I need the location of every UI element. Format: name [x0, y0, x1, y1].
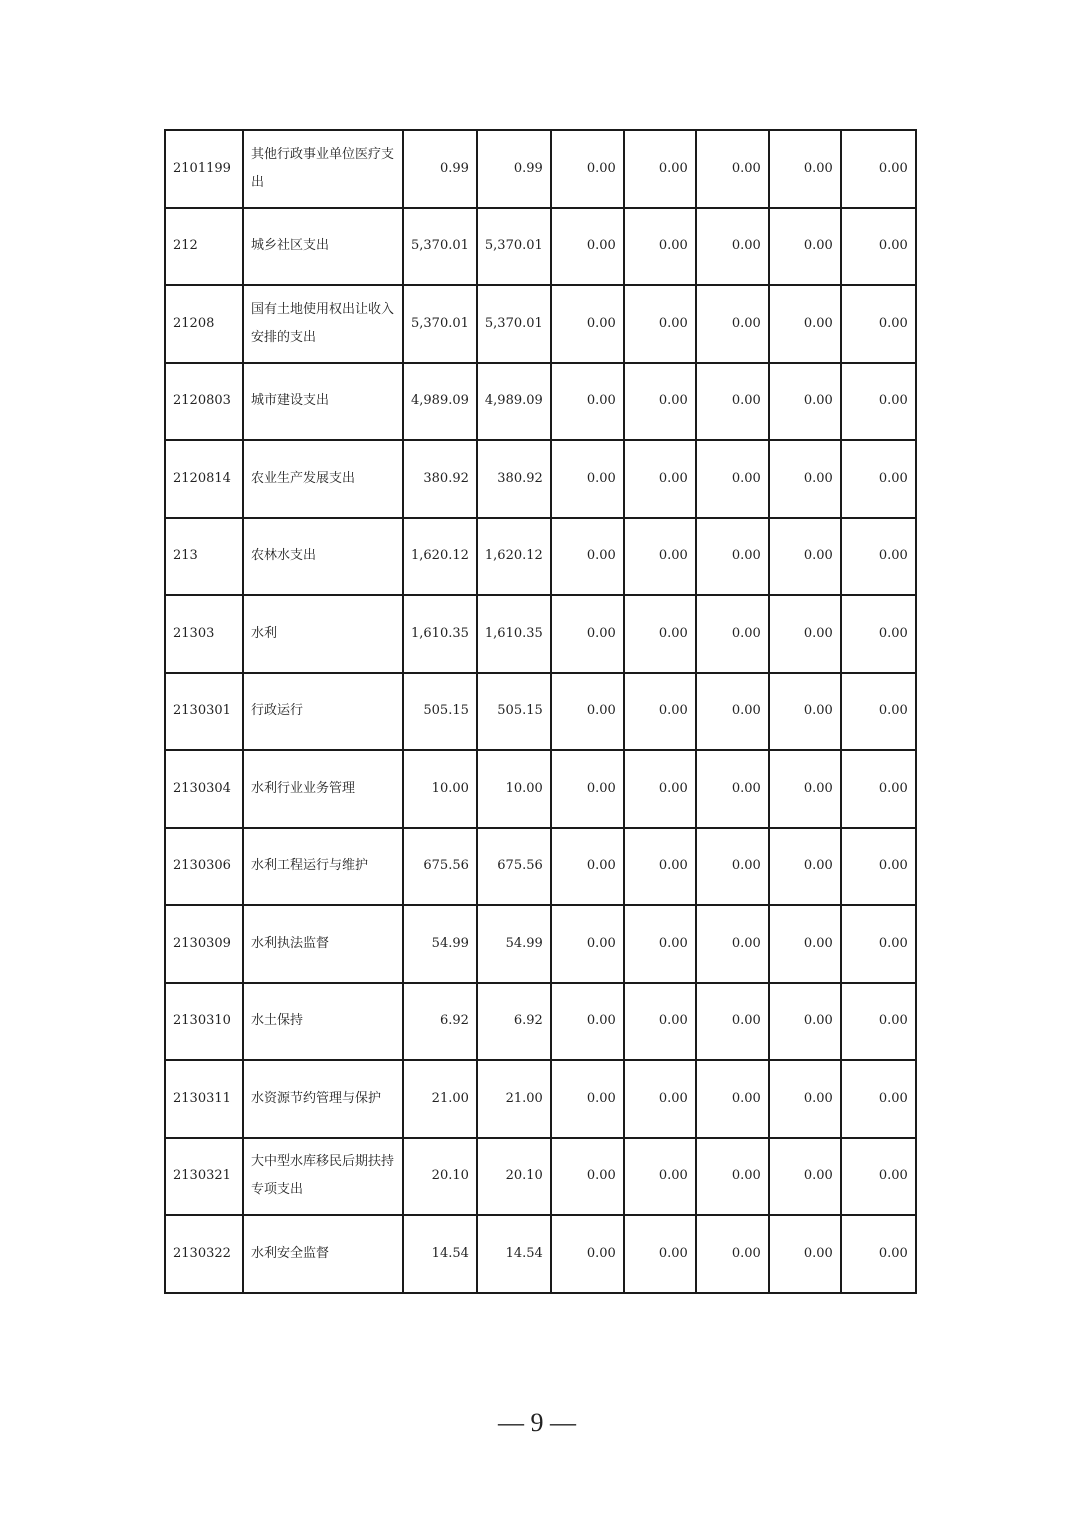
subject-code: 21303 [165, 595, 243, 673]
amount-cell: 0.00 [769, 673, 841, 751]
amount-cell: 6.92 [403, 983, 477, 1061]
amount-cell: 0.00 [841, 1060, 916, 1138]
amount-cell: 0.00 [696, 750, 769, 828]
amount-cell: 0.00 [841, 595, 916, 673]
subject-code: 2120803 [165, 363, 243, 441]
amount-cell: 0.00 [624, 363, 696, 441]
amount-cell: 0.00 [841, 673, 916, 751]
subject-name: 水土保持 [243, 983, 403, 1061]
amount-cell: 5,370.01 [477, 208, 551, 286]
amount-cell: 0.00 [841, 905, 916, 983]
amount-cell: 21.00 [477, 1060, 551, 1138]
amount-cell: 0.00 [769, 983, 841, 1061]
subject-code: 2130301 [165, 673, 243, 751]
amount-cell: 380.92 [403, 440, 477, 518]
amount-cell: 0.00 [841, 130, 916, 208]
table-row [165, 130, 916, 208]
amount-cell: 5,370.01 [403, 208, 477, 286]
amount-cell: 0.00 [551, 208, 624, 286]
subject-name: 行政运行 [243, 673, 403, 751]
table-row [165, 1060, 916, 1138]
amount-cell: 0.00 [551, 1215, 624, 1293]
amount-cell: 20.10 [477, 1138, 551, 1216]
amount-cell: 0.00 [624, 1215, 696, 1293]
amount-cell: 0.00 [696, 363, 769, 441]
amount-cell: 0.00 [551, 1060, 624, 1138]
amount-cell: 5,370.01 [477, 285, 551, 363]
amount-cell: 675.56 [403, 828, 477, 906]
amount-cell: 10.00 [477, 750, 551, 828]
table-row [165, 828, 916, 906]
subject-name: 水利行业业务管理 [243, 750, 403, 828]
subject-name: 农业生产发展支出 [243, 440, 403, 518]
subject-code: 213 [165, 518, 243, 596]
amount-cell: 0.00 [551, 828, 624, 906]
amount-cell: 0.00 [551, 595, 624, 673]
amount-cell: 1,610.35 [477, 595, 551, 673]
table-body [165, 130, 916, 1293]
amount-cell: 0.00 [841, 828, 916, 906]
amount-cell: 0.00 [769, 130, 841, 208]
amount-cell: 0.00 [551, 905, 624, 983]
subject-name: 水利执法监督 [243, 905, 403, 983]
table-row [165, 983, 916, 1061]
subject-name: 水利工程运行与维护 [243, 828, 403, 906]
amount-cell: 0.00 [551, 130, 624, 208]
page-number: — 9 — [498, 1408, 576, 1437]
amount-cell: 0.00 [696, 440, 769, 518]
amount-cell: 0.00 [696, 1215, 769, 1293]
amount-cell: 54.99 [403, 905, 477, 983]
amount-cell: 0.00 [696, 1060, 769, 1138]
amount-cell: 0.00 [624, 983, 696, 1061]
amount-cell: 0.00 [624, 673, 696, 751]
subject-name: 水利安全监督 [243, 1215, 403, 1293]
amount-cell: 0.00 [769, 440, 841, 518]
amount-cell: 0.00 [696, 905, 769, 983]
amount-cell: 6.92 [477, 983, 551, 1061]
amount-cell: 0.00 [551, 285, 624, 363]
amount-cell: 0.00 [769, 285, 841, 363]
amount-cell: 0.00 [769, 828, 841, 906]
amount-cell: 0.99 [477, 130, 551, 208]
amount-cell: 14.54 [403, 1215, 477, 1293]
amount-cell: 0.00 [696, 828, 769, 906]
amount-cell: 380.92 [477, 440, 551, 518]
amount-cell: 0.00 [769, 1215, 841, 1293]
amount-cell: 0.00 [841, 208, 916, 286]
amount-cell: 0.00 [624, 518, 696, 596]
amount-cell: 10.00 [403, 750, 477, 828]
amount-cell: 0.00 [696, 130, 769, 208]
amount-cell: 0.00 [841, 518, 916, 596]
amount-cell: 0.00 [624, 285, 696, 363]
amount-cell: 0.00 [624, 750, 696, 828]
subject-code: 2130309 [165, 905, 243, 983]
table-row [165, 208, 916, 286]
amount-cell: 4,989.09 [403, 363, 477, 441]
amount-cell: 0.00 [769, 363, 841, 441]
subject-name: 大中型水库移民后期扶持专项支出 [243, 1138, 403, 1216]
table-row [165, 518, 916, 596]
amount-cell: 0.00 [624, 828, 696, 906]
amount-cell: 0.00 [696, 1138, 769, 1216]
amount-cell: 0.00 [624, 595, 696, 673]
amount-cell: 0.00 [624, 208, 696, 286]
amount-cell: 0.00 [624, 1138, 696, 1216]
amount-cell: 0.00 [624, 905, 696, 983]
amount-cell: 0.00 [769, 905, 841, 983]
subject-name: 其他行政事业单位医疗支出 [243, 130, 403, 208]
amount-cell: 0.00 [769, 595, 841, 673]
subject-code: 2130306 [165, 828, 243, 906]
amount-cell: 0.00 [769, 1060, 841, 1138]
amount-cell: 0.00 [769, 750, 841, 828]
subject-code: 2130322 [165, 1215, 243, 1293]
amount-cell: 0.00 [551, 673, 624, 751]
table-row [165, 1215, 916, 1293]
subject-code: 2130304 [165, 750, 243, 828]
amount-cell: 0.00 [624, 440, 696, 518]
amount-cell: 0.00 [769, 1138, 841, 1216]
amount-cell: 0.00 [624, 1060, 696, 1138]
amount-cell: 0.00 [769, 518, 841, 596]
amount-cell: 0.00 [551, 750, 624, 828]
amount-cell: 505.15 [403, 673, 477, 751]
amount-cell: 1,620.12 [477, 518, 551, 596]
table-row [165, 440, 916, 518]
amount-cell: 20.10 [403, 1138, 477, 1216]
subject-name: 水资源节约管理与保护 [243, 1060, 403, 1138]
amount-cell: 21.00 [403, 1060, 477, 1138]
amount-cell: 0.00 [696, 285, 769, 363]
amount-cell: 5,370.01 [403, 285, 477, 363]
table-row [165, 905, 916, 983]
amount-cell: 0.00 [551, 440, 624, 518]
amount-cell: 0.00 [696, 983, 769, 1061]
amount-cell: 0.00 [841, 440, 916, 518]
amount-cell: 675.56 [477, 828, 551, 906]
table-row [165, 285, 916, 363]
amount-cell: 0.00 [696, 518, 769, 596]
amount-cell: 0.00 [696, 208, 769, 286]
table-row [165, 595, 916, 673]
table-row [165, 750, 916, 828]
amount-cell: 0.00 [841, 750, 916, 828]
subject-name: 国有土地使用权出让收入安排的支出 [243, 285, 403, 363]
table-row [165, 363, 916, 441]
amount-cell: 0.00 [551, 518, 624, 596]
amount-cell: 0.00 [696, 673, 769, 751]
amount-cell: 14.54 [477, 1215, 551, 1293]
amount-cell: 0.00 [841, 363, 916, 441]
table-row [165, 1138, 916, 1216]
amount-cell: 0.00 [769, 208, 841, 286]
subject-code: 2130311 [165, 1060, 243, 1138]
subject-code: 2120814 [165, 440, 243, 518]
subject-name: 城乡社区支出 [243, 208, 403, 286]
subject-code: 212 [165, 208, 243, 286]
subject-code: 2130310 [165, 983, 243, 1061]
amount-cell: 0.00 [551, 983, 624, 1061]
amount-cell: 0.99 [403, 130, 477, 208]
subject-name: 农林水支出 [243, 518, 403, 596]
amount-cell: 1,610.35 [403, 595, 477, 673]
subject-name: 水利 [243, 595, 403, 673]
table-row [165, 673, 916, 751]
subject-code: 21208 [165, 285, 243, 363]
subject-name: 城市建设支出 [243, 363, 403, 441]
amount-cell: 505.15 [477, 673, 551, 751]
subject-code: 2101199 [165, 130, 243, 208]
budget-table [164, 129, 917, 1294]
amount-cell: 1,620.12 [403, 518, 477, 596]
amount-cell: 0.00 [696, 595, 769, 673]
amount-cell: 0.00 [841, 1138, 916, 1216]
amount-cell: 0.00 [841, 1215, 916, 1293]
subject-code: 2130321 [165, 1138, 243, 1216]
amount-cell: 0.00 [624, 130, 696, 208]
amount-cell: 0.00 [551, 1138, 624, 1216]
amount-cell: 0.00 [841, 983, 916, 1061]
amount-cell: 0.00 [841, 285, 916, 363]
amount-cell: 4,989.09 [477, 363, 551, 441]
amount-cell: 0.00 [551, 363, 624, 441]
amount-cell: 54.99 [477, 905, 551, 983]
